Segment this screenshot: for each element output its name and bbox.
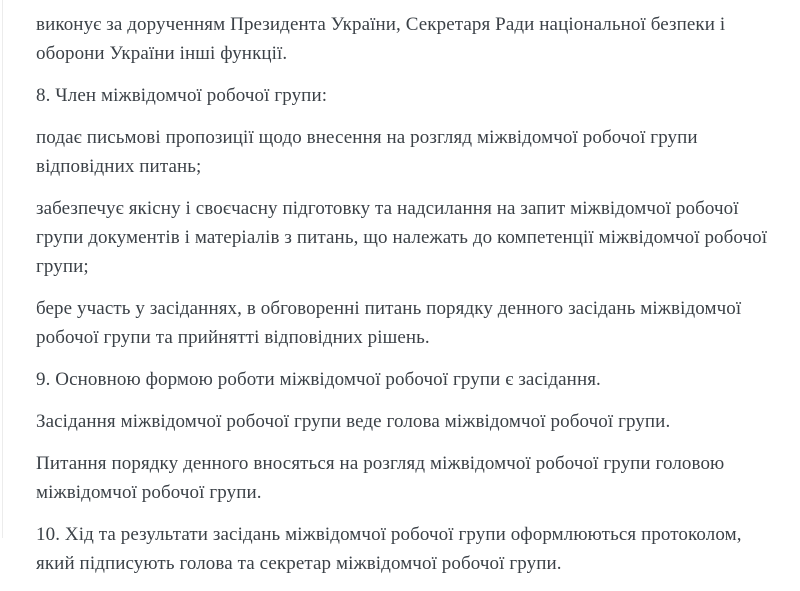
- paragraph: бере участь у засіданнях, в обговоренні питань порядку денного засідань міжвідомчої робочої групи та прийнятті відповідних рішень.: [36, 298, 742, 348]
- paragraph: подає письмові пропозиції щодо внесення на розгляд міжвідомчої робочої групи відповідних питань;: [36, 127, 698, 177]
- paragraph: 8. Член міжвідомчої робочої групи:: [36, 85, 328, 106]
- paragraph: Засідання міжвідомчої робочої групи веде голова міжвідомчої робочої групи.: [36, 411, 671, 432]
- paragraph: забезпечує якісну і своєчасну підготовку та надсилання на запит міжвідомчої робочої групи документів і матеріалів з питань, що належать до компетенції міжвідомчої робочої групи;: [36, 198, 768, 277]
- paragraph: 10. Хід та результати засідань міжвідомчої робочої групи оформлюються протоколом, який підписують голова та секретар міжвідомчої робочої групи.: [36, 524, 742, 574]
- paragraph: 9. Основною формою роботи міжвідомчої робочої групи є засідання.: [36, 369, 601, 390]
- paragraph: виконує за дорученням Президента України, Секретаря Ради національної безпеки і оборони України інші функції.: [36, 14, 726, 64]
- paragraph: Питання порядку денного вносяться на розгляд міжвідомчої робочої групи головою міжвідомчої робочої групи.: [36, 453, 725, 503]
